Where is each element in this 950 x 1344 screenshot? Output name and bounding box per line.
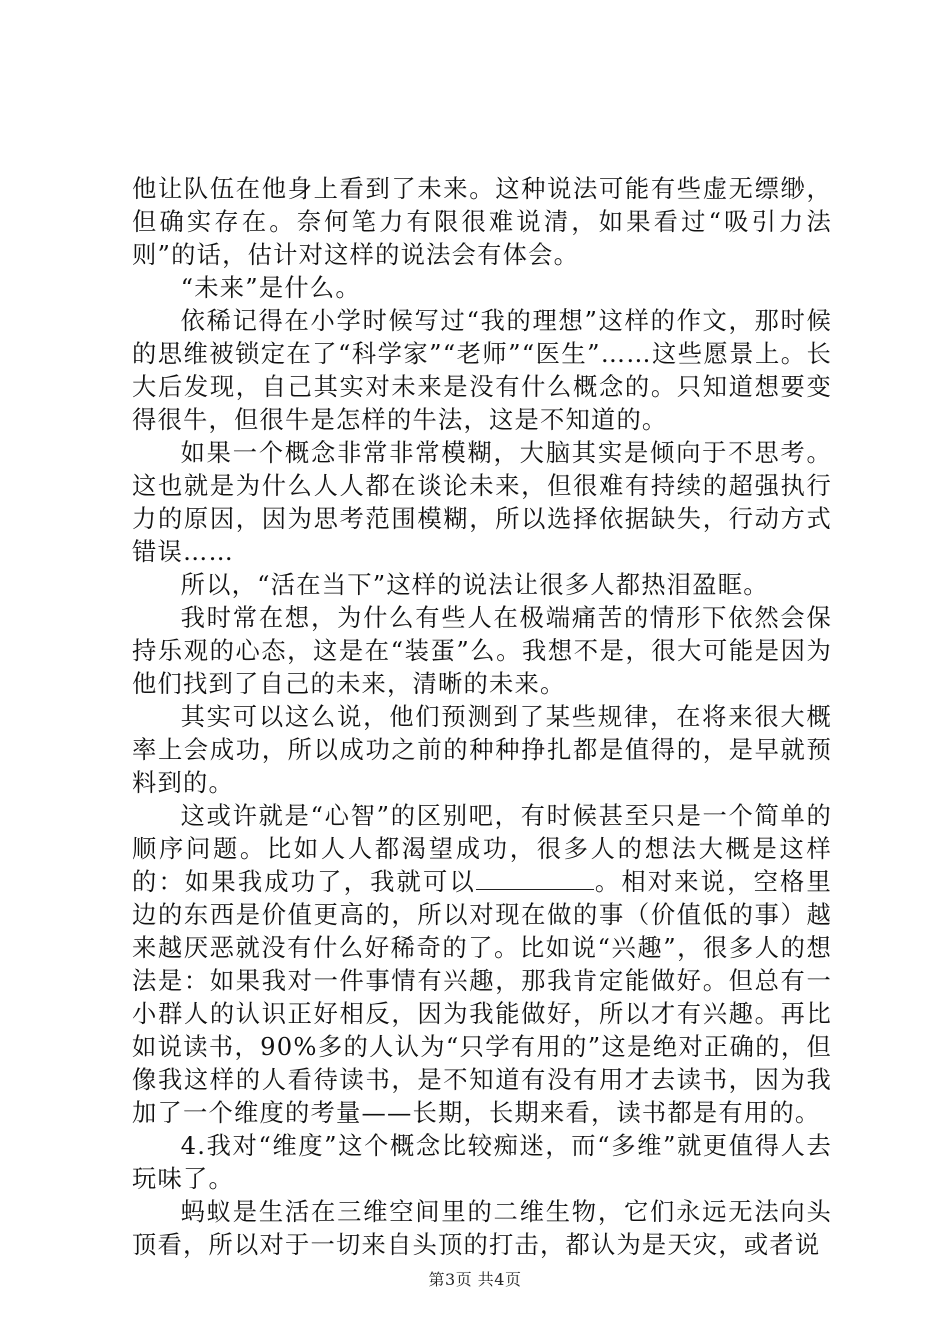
paragraph: 所以，“活在当下”这样的说法让很多人都热泪盈眶。: [180, 570, 769, 599]
document-body: [132, 172, 832, 1261]
paragraph: 如果一个概念非常非常模糊，大脑其实是倾向于不思考。这也就是为什么人人都在谈论未来，但很难有持续的超强执行力的原因，因为思考范围模糊，所以选择依据缺失，行动方式错误……: [132, 438, 832, 566]
paragraph: 4.我对“维度”这个概念比较痴迷，而“多维”就更值得人去玩味了。: [132, 1131, 832, 1193]
page-footer: [0, 1270, 950, 1290]
paragraph: “未来”是什么。: [180, 273, 361, 302]
paragraph-text-after-blank: 。相对来说，空格里边的东西是价值更高的，所以对现在做的事（价值低的事）越来越厌恶就没有什么好稀奇的了。比如说“兴趣”，很多人的想法是：如果我对一件事情有兴趣，那我肯定能做好。但总有一小群人的认识正好相反，因为我能做好，所以才有兴趣。再比如说读书，90%多的人认为“只学有用的”这是绝对正确的，但像我这样的人看待读书，是不知道有没有用才去读书，因为我加了一个维度的考量——长期，长期来看，读书都是有用的。: [132, 867, 832, 1127]
paragraph: 依稀记得在小学时候写过“我的理想”这样的作文，那时候的思维被锁定在了“科学家”“老师”“医生”……这些愿景上。长大后发现，自己其实对未来是没有什么概念的。只知道想要变得很牛，但很牛是怎样的牛法，这是不知道的。: [132, 306, 832, 434]
paragraph: 蚂蚁是生活在三维空间里的二维生物，它们永远无法向头顶看，所以对于一切来自头顶的打击，都认为是天灾，或者说: [132, 1197, 832, 1259]
fill-in-blank-line: [476, 867, 594, 890]
paragraph: 我时常在想，为什么有些人在极端痛苦的情形下依然会保持乐观的心态，这是在“装蛋”么。我想不是，很大可能是因为他们找到了自己的未来，清晰的未来。: [132, 603, 832, 698]
paragraph: 其实可以这么说，他们预测到了某些规律，在将来很大概率上会成功，所以成功之前的种种挣扎都是值得的，是早就预料到的。: [132, 702, 832, 797]
paragraph-text-before-blank: 这或许就是“心智”的区别吧，有时候甚至只是一个简单的顺序问题。比如人人都渴望成功，很多人的想法大概是这样的：如果我成功了，我就可以: [132, 801, 832, 896]
paragraph-with-blank: [132, 799, 832, 1129]
paragraph: 他让队伍在他身上看到了未来。这种说法可能有些虚无缥缈，但确实存在。奈何笔力有限很难说清，如果看过“吸引力法则”的话，估计对这样的说法会有体会。: [132, 174, 832, 269]
page-number-label: 第3页 共4页: [428, 1270, 522, 1289]
